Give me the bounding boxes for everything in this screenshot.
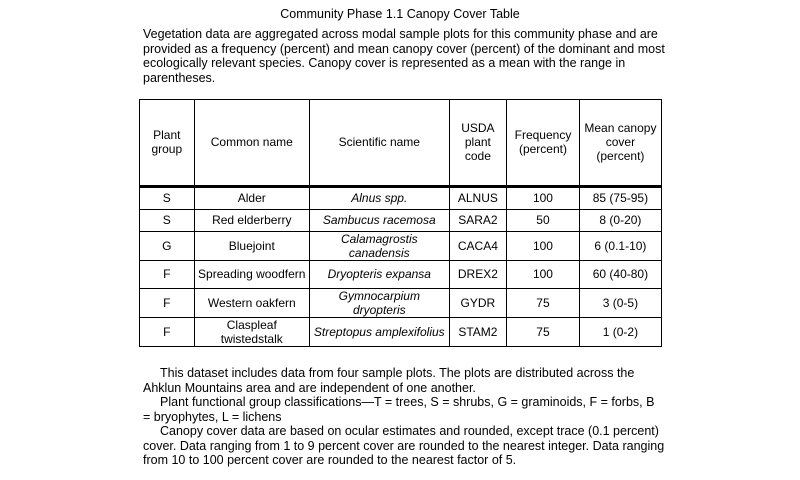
cell-frequency: 75: [507, 317, 580, 346]
cell-mean-cover: 3 (0-5): [579, 288, 661, 317]
cell-common-name: Alder: [194, 187, 309, 209]
cell-usda-code: CACA4: [449, 231, 507, 260]
table-row: [140, 231, 662, 260]
cell-mean-cover: 1 (0-2): [579, 317, 661, 346]
cell-usda-code: STAM2: [449, 317, 507, 346]
cell-plant-group: S: [140, 209, 195, 231]
header-plant-group: Plant group: [140, 100, 195, 186]
page-title: Community Phase 1.1 Canopy Cover Table: [280, 7, 520, 21]
cell-common-name: Bluejoint: [194, 231, 309, 260]
cell-scientific-name: Dryopteris expansa: [309, 260, 449, 288]
cell-frequency: 100: [507, 231, 580, 260]
cell-usda-code: GYDR: [449, 288, 507, 317]
notes-section: [143, 366, 665, 468]
cell-mean-cover: 60 (40-80): [579, 260, 661, 288]
note-cover-rounding: Canopy cover data are based on ocular estimates and rounded, except trace (0.1 percent) cover. Data ranging from 1 to 9 percent cover are rounded to the nearest integer. Data ranging from 10 to 100 percent cover are rounded to the nearest factor of 5.: [143, 424, 665, 467]
canopy-cover-table: [139, 99, 662, 347]
cell-plant-group: F: [140, 288, 195, 317]
cell-common-name: Western oakfern: [194, 288, 309, 317]
cell-mean-cover: 85 (75-95): [579, 187, 661, 209]
cell-frequency: 100: [507, 187, 580, 209]
cell-frequency: 100: [507, 260, 580, 288]
cell-scientific-name: Gymnocarpium dryopteris: [309, 288, 449, 317]
cell-plant-group: F: [140, 260, 195, 288]
header-usda-code: USDA plant code: [449, 100, 507, 186]
cell-mean-cover: 6 (0.1-10): [579, 231, 661, 260]
intro-paragraph: Vegetation data are aggregated across modal sample plots for this community phase and are provided as a frequency (percent) and mean canopy cover (percent) of the dominant and most ecologically relevant species. Canopy cover is represented as a mean with the range in parentheses.: [143, 27, 665, 85]
cell-plant-group: S: [140, 187, 195, 209]
table-row: [140, 187, 662, 209]
cell-common-name: Spreading woodfern: [194, 260, 309, 288]
table-row: [140, 260, 662, 288]
cell-usda-code: SARA2: [449, 209, 507, 231]
table-header-row: [140, 100, 662, 186]
header-mean-cover: Mean canopy cover (percent): [579, 100, 661, 186]
cell-mean-cover: 8 (0-20): [579, 209, 661, 231]
cell-common-name: Red elderberry: [194, 209, 309, 231]
table-row: [140, 317, 662, 346]
cell-usda-code: DREX2: [449, 260, 507, 288]
cell-usda-code: ALNUS: [449, 187, 507, 209]
note-group-classifications: Plant functional group classifications—T = trees, S = shrubs, G = graminoids, F = forbs, B = bryophytes, L = lichens: [143, 395, 655, 424]
cell-scientific-name: Sambucus racemosa: [309, 209, 449, 231]
header-scientific-name: Scientific name: [309, 100, 449, 186]
cell-scientific-name: Calamagrostis canadensis: [309, 231, 449, 260]
cell-scientific-name: Streptopus amplexifolius: [309, 317, 449, 346]
cell-frequency: 50: [507, 209, 580, 231]
table-row: [140, 288, 662, 317]
cell-plant-group: F: [140, 317, 195, 346]
note-dataset: This dataset includes data from four sample plots. The plots are distributed across the Ahklun Mountains area and are independent of one another.: [143, 366, 635, 395]
header-frequency: Frequency (percent): [507, 100, 580, 186]
table-row: [140, 209, 662, 231]
header-common-name: Common name: [194, 100, 309, 186]
cell-scientific-name: Alnus spp.: [309, 187, 449, 209]
cell-common-name: Claspleaf twistedstalk: [194, 317, 309, 346]
cell-plant-group: G: [140, 231, 195, 260]
cell-frequency: 75: [507, 288, 580, 317]
